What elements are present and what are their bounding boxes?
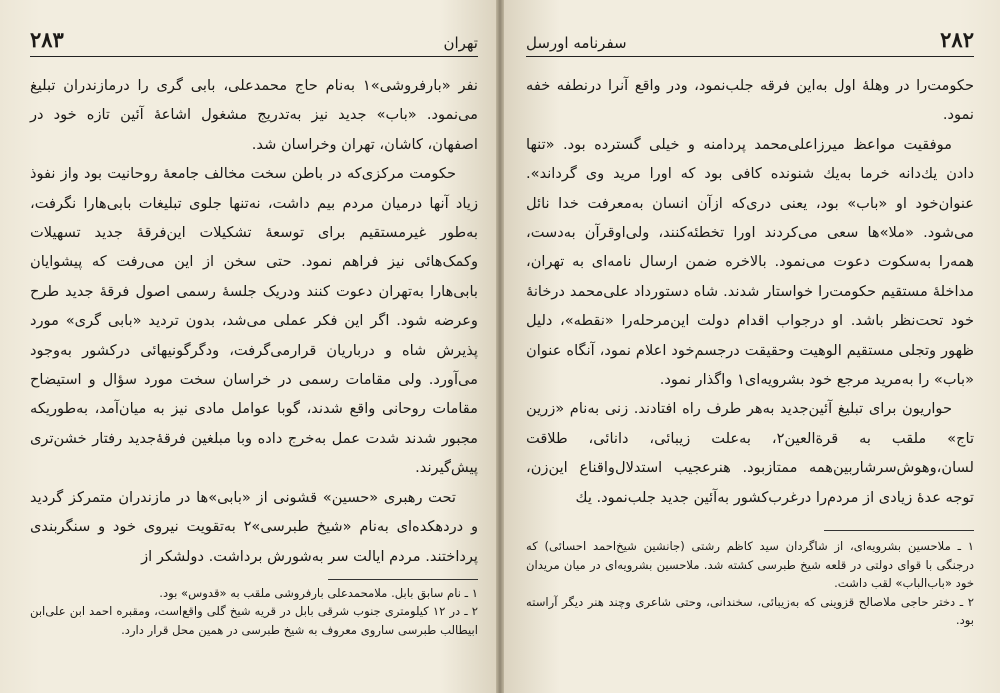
page-number: ۲۸۳ bbox=[30, 27, 64, 52]
footnote: ۱ ـ نام سابق بابل. ملامحمدعلی بارفروشی ملقب به «قدوس» بود. bbox=[159, 585, 478, 600]
paragraph: تحت رهبری «حسین» قشونی از «بابی»ها در مازندران متمرکز گردید و دردهکده‌ای به‌نام «شیخ طبرسی»۲ به‌تقویت نیروی خود و سنگربندی پرداختند. مردم ایالت سر به‌شورش برداشت. دولشکر از bbox=[30, 488, 478, 565]
running-head: سفرنامه اورسل bbox=[526, 34, 627, 52]
running-head: تهران bbox=[443, 34, 478, 52]
page-number: ۲۸۲ bbox=[940, 27, 974, 52]
right-page-header bbox=[526, 26, 974, 57]
right-page-body bbox=[526, 71, 974, 512]
paragraph: حکومت مرکزی‌که در باطن سخت مخالف جامعهٔ روحانیت بود واز نفوذ زیاد آنها درمیان مردم بیم داشت، نه‌تنها جلوی تبلیغات بابی‌هارا نگرفت، به‌طور غیرمستقیم برای توسعهٔ تشکیلات این‌فرقهٔ جدید تسهیلات وکمک‌هائی نیز فراهم نمود. حتی سخن از این می‌رفت که پیشوایان بابی‌هارا به‌تهران دعوت کنند ودریک جلسهٔ رسمی اصول فرقهٔ جدید طرح وعرضه شود. اگر این فکر عملی می‌شد، بدون تردید «بابی گری» مورد پذیرش شاه و درباریان قرارمی‌گرفت، ودگرگونیهائی درکشور به‌وجود می‌آورد. ولی مقامات رسمی در خراسان سخت مورد سؤال و استیضاح مقامات روحانی واقع شدند، گوبا عوامل مادی نیز به میان‌آمد، به‌طوریکه مجبور شدند شدت عمل به‌خرج داده وبا مبلغین فرقهٔ‌جدید رفتار خشن‌تری پیش‌گیرند. bbox=[30, 165, 478, 477]
footnote: ۱ ـ ملاحسین بشرویه‌ای، از شاگردان سید کاظم رشتی (جانشین شیخ‌احمد احسائی) که درجنگی با قوای دولتی در قلعه شیخ طبرسی کشته شد. ملاحسین بشرویه‌ای در میان مریدان خود «باب‌الباب» لقب داشت. bbox=[526, 539, 974, 591]
paragraph: حکومت‌را در وهلهٔ اول به‌این فرقه جلب‌نمود، ودر واقع آنرا درنطفه خفه نمود. bbox=[526, 77, 974, 124]
footnote-divider bbox=[824, 530, 974, 531]
right-page bbox=[500, 0, 1000, 693]
footnote-divider bbox=[328, 579, 478, 580]
left-page-header bbox=[30, 26, 478, 57]
left-page-footnotes bbox=[30, 584, 478, 640]
right-page-footnotes bbox=[526, 537, 974, 630]
footnote: ۲ ـ در ۱۲ کیلومتری جنوب شرقی بابل در قریه شیخ گلی واقع‌است، ومقبره احمد ابن علی‌ابن ابیطالب طبرسی ساروی معروف به شیخ طبرسی در همین محل قرار دارد. bbox=[30, 604, 478, 637]
left-page-body bbox=[30, 71, 478, 571]
paragraph: حواریون برای تبلیغ آئین‌جدید به‌هر طرف راه افتادند. زنی به‌نام «زرین تاج» ملقب به قرةالعین۲، به‌علت زیبائی، دانائی، طلاقت لسان،وهوش‌سرشاربین‌همه ممتازبود. هنرعجیب استدلال‌واقناع این‌زن، توجه عدهٔ زیادی از مردم‌را درغرب‌کشور به‌آئین جدید جلب‌نمود. یك bbox=[526, 400, 974, 506]
book-gutter bbox=[496, 0, 504, 693]
paragraph: موفقیت مواعظ میرزاعلی‌محمد پردامنه و خیلی گسترده بود. «تنها دادن یك‌دانه خرما به‌یك شنونده کافی بود که اورا مرید وی گرداند». عنوان‌خود او «باب» بود، یعنی دری‌که ازآن انسان به‌معرفت خدا نائل می‌شود. «ملا»ها سعی می‌کردند اورا تخطئه‌کنند، ولی‌اوقرآن به‌دست، همه‌را به‌سکوت دعوت می‌نمود. بالاخره ضمن ارسال نامه‌ای به تهران، مداخلهٔ مستقیم حکومت‌را خواستار شدند. شاه دستورداد علی‌محمد درخانهٔ خود تحت‌نظر باشد. او درجواب اقدام دولت این‌مرحله‌را «نقطه»، دلیل ظهور وتجلی مستقیم الوهیت وحقیقت درجسم‌خود اعلام نمود، آنگاه عنوان «باب» را به‌مرید مرجع خود بشرویه‌ای۱ واگذار نمود. bbox=[526, 135, 974, 389]
footnote: ۲ ـ دختر حاجی ملاصالح قزوینی که به‌زیبائی، سخندانی، وحتی شاعری وچند هنر دیگر آراسته بود. bbox=[526, 594, 974, 628]
paragraph: نفر «بارفروشی»۱ به‌نام حاج محمدعلی، بابی گری را درمازندران تبلیغ می‌نمود. «باب» جدید نیز به‌تدریج مشغول اشاعهٔ آئین تازه خود در اصفهان، کاشان، تهران وخراسان شد. bbox=[30, 77, 478, 153]
